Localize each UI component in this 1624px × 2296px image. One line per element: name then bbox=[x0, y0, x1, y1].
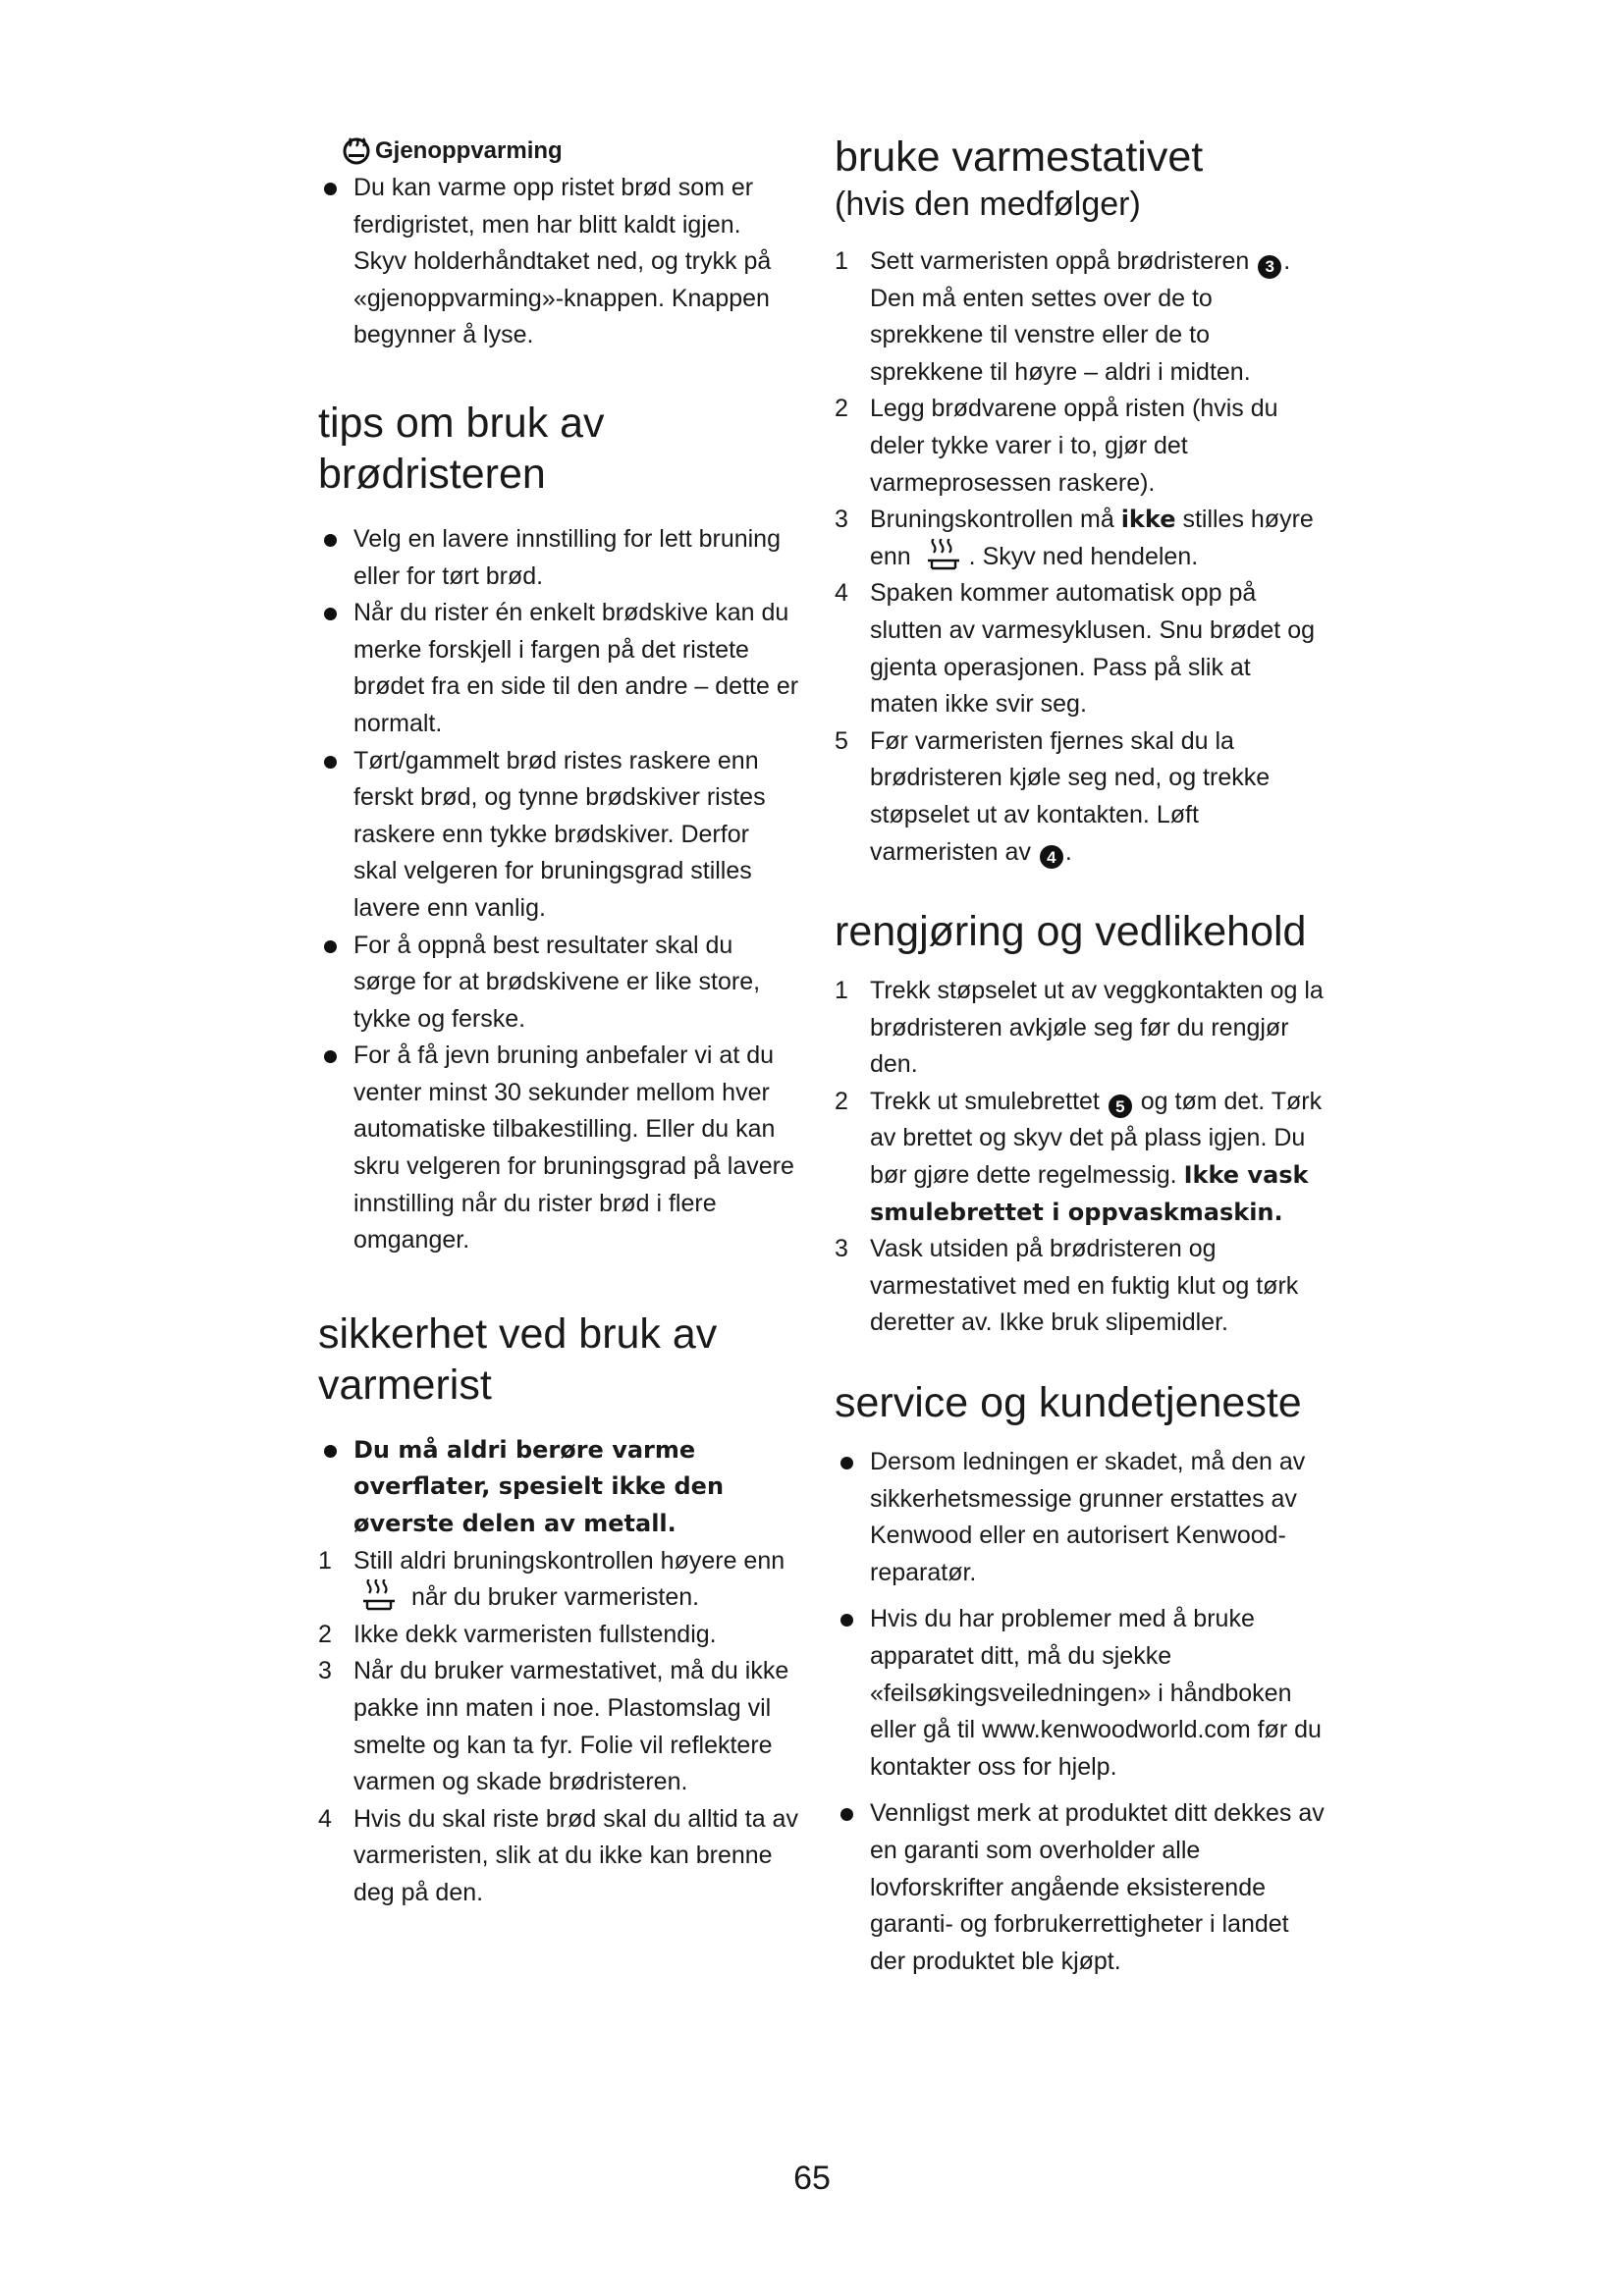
list-item: 2 Ikke dekk varmeristen fullstendig. bbox=[318, 1620, 717, 1648]
figure-ref-4: 4 bbox=[1040, 845, 1063, 869]
list-item: Vennligst merk at produktet ditt dekkes av en garanti som overholder alle lovforskrifter angående eksisterende garanti- og forbrukerrettigheter i landet der produktet ble kjøpt. bbox=[835, 1795, 1326, 1980]
list-item: Hvis du har problemer med å bruke apparatet ditt, må du sjekke «feilsøkingsveiledningen» i håndboken eller gå til www.kenwoodworld.com før du kontakter oss for hjelp. bbox=[835, 1601, 1326, 1786]
left-column bbox=[318, 133, 799, 1912]
list-item: For å få jevn bruning anbefaler vi at du venter minst 30 sekunder mellom hver automatiske tilbakestilling. Eller du kan skru velgeren for bruningsgrad på lavere innstilling når du rister brød i flere omganger. bbox=[318, 1038, 799, 1259]
list-item: 1 Still aldri bruningskontrollen høyere enn når du bruker varmeristen. bbox=[318, 1546, 785, 1612]
list-item: Tørt/gammelt brød ristes raskere enn ferskt brød, og tynne brødskiver ristes raskere enn tykke brødskiver. Derfor skal velgeren for bruningsgrad stilles lavere enn vanlig. bbox=[318, 743, 799, 928]
service-heading: service og kundetjeneste bbox=[835, 1379, 1302, 1427]
right-column bbox=[835, 132, 1326, 1980]
heat-setting-icon bbox=[922, 539, 965, 572]
list-item: 2 Legg brødvarene oppå risten (hvis du deler tykke varer i to, gjør det varmeprosessen raskere). bbox=[835, 395, 1278, 497]
list-item: 3 Bruningskontrollen må ikke stilles høyre enn . Skyv ned hendelen. bbox=[835, 506, 1314, 570]
list-item: For å oppnå best resultater skal du sørge for at brødskivene er like store, tykke og ferske. bbox=[318, 928, 799, 1039]
list-item: 3 Når du bruker varmestativet, må du ikke pakke inn maten i noe. Plastomslag vil smelte og kan ta fyr. Folie vil reflektere varmen og skade brødristeren. bbox=[318, 1657, 789, 1796]
rack-subheading: (hvis den medfølger) bbox=[835, 186, 1141, 223]
safety-steps bbox=[318, 1543, 799, 1912]
reheat-title: Gjenoppvarming bbox=[348, 133, 799, 170]
figure-ref-5: 5 bbox=[1109, 1095, 1132, 1118]
list-item: 4 Spaken kommer automatisk opp på slutten av varmesyklusen. Snu brødet og gjenta operasjonen. Pass på slik at maten ikke svir seg. bbox=[835, 579, 1316, 719]
list-item: Velg en lavere innstilling for lett bruning eller for tørt brød. bbox=[318, 521, 799, 595]
figure-ref-3: 3 bbox=[1258, 255, 1281, 279]
safety-heading: sikkerhet ved bruk av varmerist bbox=[318, 1309, 718, 1409]
rack-steps bbox=[835, 243, 1326, 871]
tips-heading: tips om bruk av brødristeren bbox=[318, 399, 605, 498]
list-item: 1 Sett varmeristen oppå brødristeren 3 . Den må enten settes over de to sprekkene til venstre eller de to sprekkene til høyre – aldri i midten. bbox=[835, 247, 1291, 386]
cleaning-steps bbox=[835, 973, 1326, 1342]
list-item: 1 Trekk støpselet ut av veggkontakten og la brødristeren avkjøle seg før du rengjør den. bbox=[835, 977, 1324, 1079]
list-item: 4 Hvis du skal riste brød skal du alltid ta av varmeristen, slik at du ikke kan brenne deg på den. bbox=[318, 1804, 798, 1906]
list-item: Du kan varme opp ristet brød som er ferdigristet, men har blitt kaldt igjen. Skyv holderhåndtaket ned, og trykk på «gjenoppvarming»-knappen. Knappen begynner å lyse. bbox=[318, 170, 799, 354]
safety-warning-list bbox=[318, 1432, 799, 1543]
page-number: 65 bbox=[793, 2160, 831, 2197]
list-item: 5 Før varmeristen fjernes skal du la brødristeren kjøle seg ned, og trekke støpselet ut av kontakten. Løft varmeristen av 4 . bbox=[835, 723, 1326, 871]
safety-warning: Du må aldri berøre varme overflater, spesielt ikke den øverste delen av metall. bbox=[318, 1432, 799, 1543]
reheat-icon bbox=[340, 134, 373, 168]
rack-heading: bruke varmestativet bbox=[835, 133, 1204, 181]
tips-list bbox=[318, 521, 799, 1259]
reheat-list bbox=[318, 170, 799, 354]
list-item: Når du rister én enkelt brødskive kan du merke forskjell i fargen på det ristete brødet fra en side til den andre – dette er normalt. bbox=[318, 595, 799, 742]
list-item: 2 Trekk ut smulebrettet 5 og tøm det. Tørk av brettet og skyv det på plass igjen. Du bør gjøre dette regelmessig. Ikke vask smulebrettet i oppvaskmaskin. bbox=[835, 1087, 1323, 1226]
cleaning-heading: rengjøring og vedlikehold bbox=[835, 908, 1307, 956]
list-item: 3 Vask utsiden på brødristeren og varmestativet med en fuktig klut og tørk deretter av. Ikke bruk slipemidler. bbox=[835, 1235, 1299, 1337]
heat-setting-icon bbox=[357, 1579, 401, 1613]
service-list bbox=[835, 1444, 1326, 1980]
list-item: Dersom ledningen er skadet, må den av sikkerhetsmessige grunner erstattes av Kenwood eller en autorisert Kenwood-reparatør. bbox=[835, 1444, 1326, 1591]
